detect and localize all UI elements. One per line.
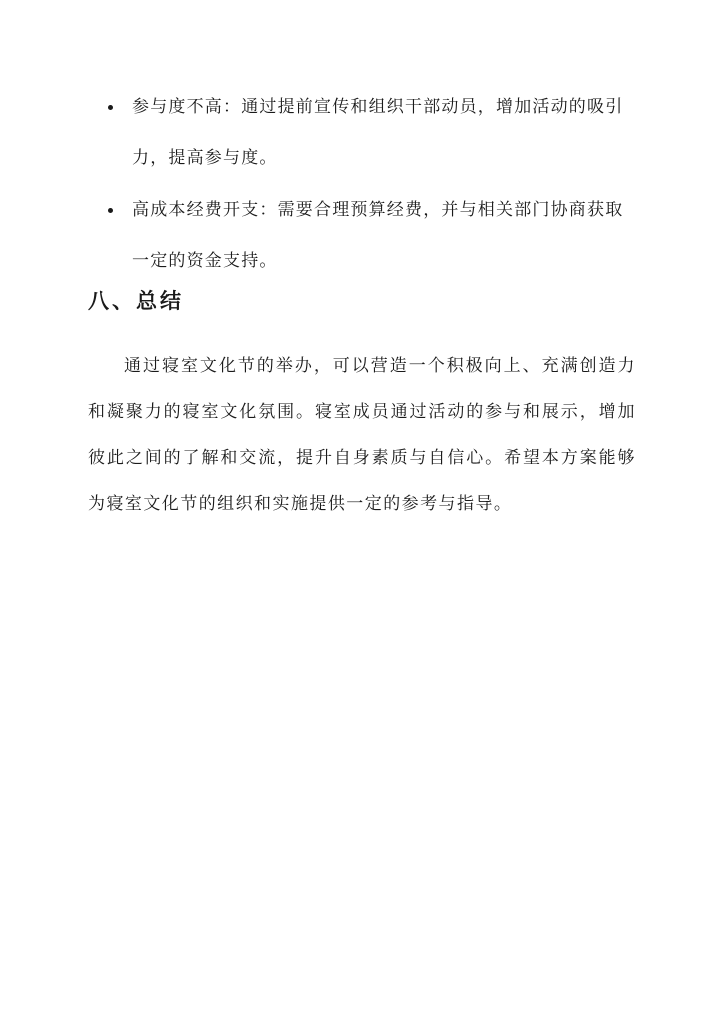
bullet-text-cost: 高成本经费开支：需要合理预算经费，并与相关部门协商获取一定的资金支持。	[132, 200, 624, 271]
section-heading-summary: 八、总结	[88, 289, 184, 313]
bullet-list	[104, 82, 624, 287]
summary-paragraph: 通过寝室文化节的举办，可以营造一个积极向上、充满创造力和凝聚力的寝室文化氛围。寝室成员通过活动的参与和展示，增加彼此之间的了解和交流，提升自身素质与自信心。希望本方案能够为寝室文化节的组织和实施提供一定的参考与指导。	[88, 356, 636, 514]
bullet-dot-icon	[108, 208, 113, 213]
bullet-text-participation: 参与度不高：通过提前宣传和组织干部动员，增加活动的吸引力，提高参与度。	[132, 97, 624, 168]
bullet-item-cost	[104, 185, 624, 287]
bullet-item-participation	[104, 82, 624, 184]
bullet-dot-icon	[108, 105, 113, 110]
